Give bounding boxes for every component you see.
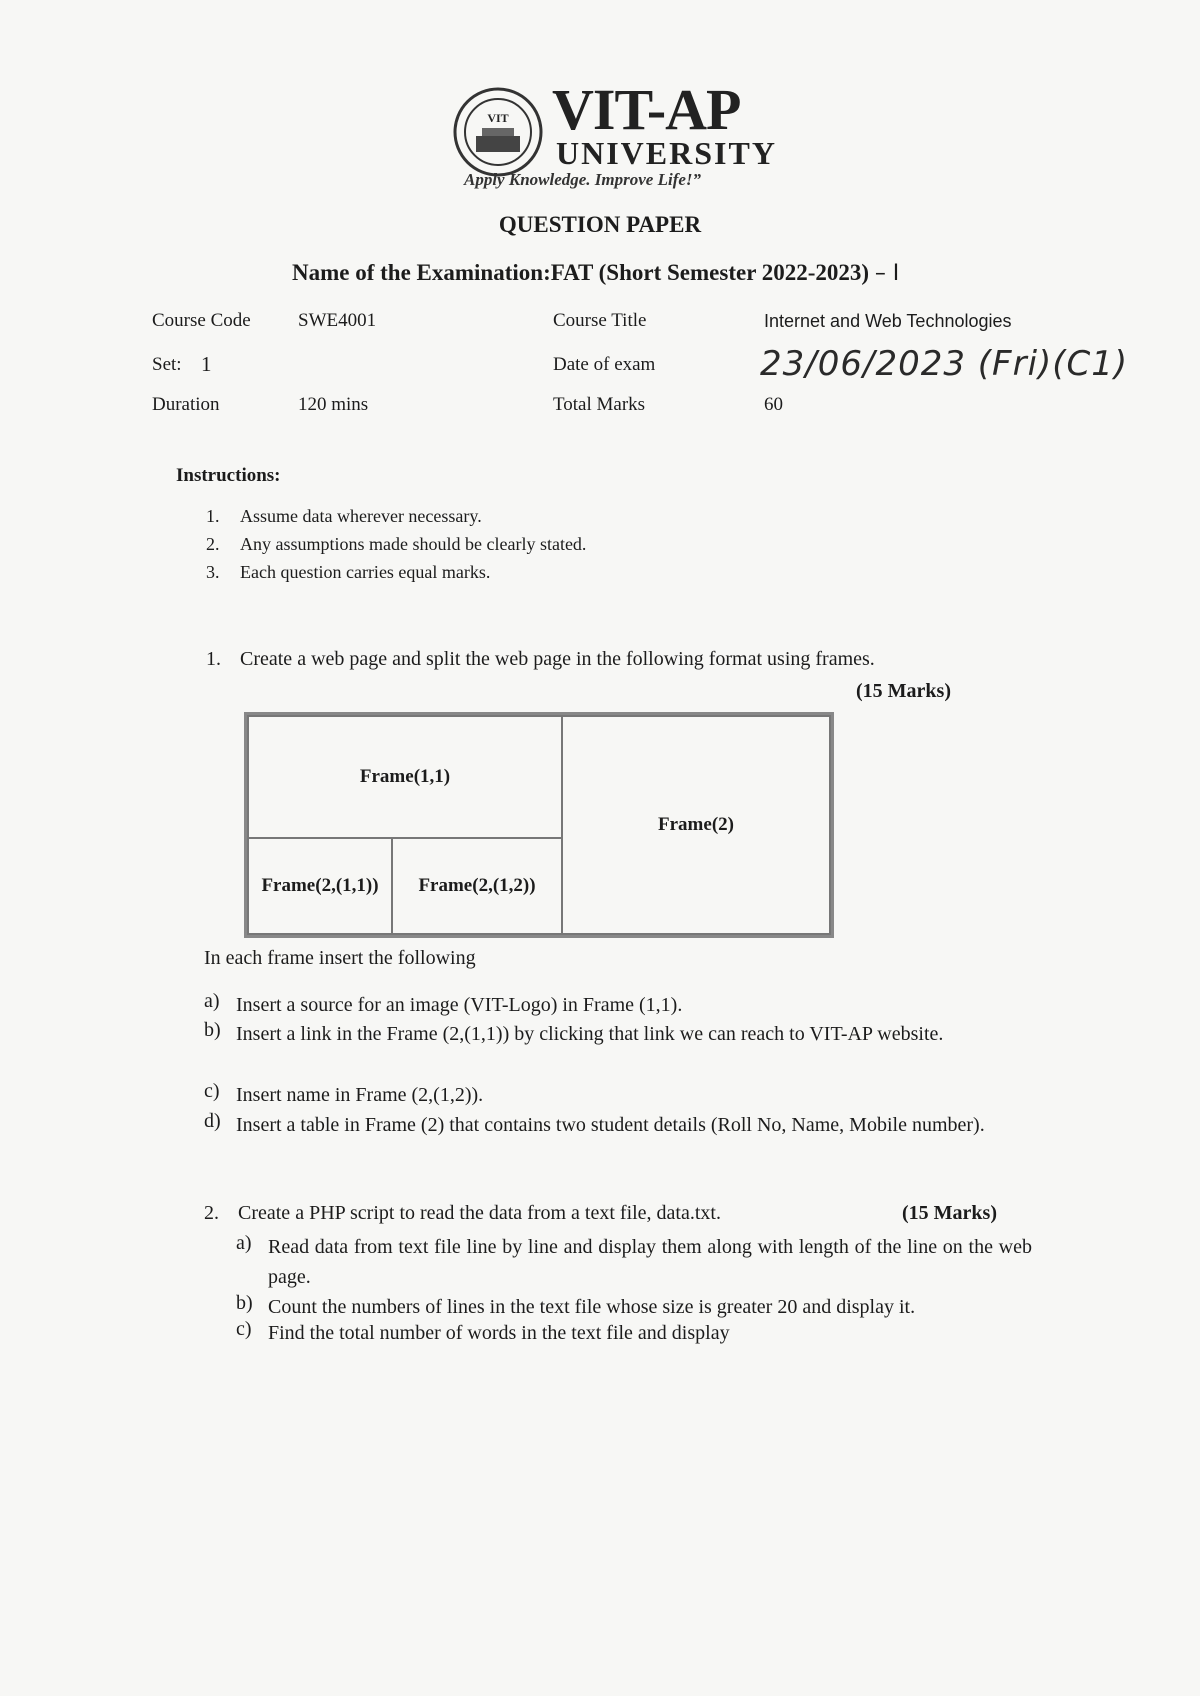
total-marks-label: Total Marks <box>553 394 646 415</box>
frame-2-1-2-label: Frame(2,(1,2)) <box>418 875 536 896</box>
instructions-title: Instructions: <box>176 465 281 486</box>
question-2-marks: (15 Marks) <box>902 1202 997 1224</box>
duration-value: 120 mins <box>298 394 369 415</box>
instruction-text: Each question carries equal marks. <box>240 562 491 582</box>
frames-diagram <box>244 712 834 938</box>
frame-2-label: Frame(2) <box>658 814 734 835</box>
question-text: Create a PHP script to read the data from a text file, data.txt. <box>238 1202 721 1224</box>
question-1-intro: In each frame insert the following <box>204 947 476 969</box>
course-code-label: Course Code <box>152 310 251 331</box>
subpart-item <box>204 990 1032 1020</box>
subpart-text: Count the numbers of lines in the text file whose size is greater 20 and display it. <box>268 1296 916 1318</box>
instruction-number: 1. <box>206 506 220 526</box>
frame-1-1-cell <box>247 715 563 839</box>
subpart-label: b) <box>204 1019 221 1041</box>
page-title: QUESTION PAPER <box>498 212 702 237</box>
exam-label: Name of the Examination:FAT (Short Semester 2022-2023) <box>292 260 870 285</box>
frame-1-1-label: Frame(1,1) <box>359 766 451 787</box>
subpart-label: a) <box>236 1232 252 1254</box>
frame-2-1-1-label: Frame(2,(1,1)) <box>261 875 379 896</box>
instruction-item <box>206 506 482 527</box>
total-marks-value: 60 <box>764 394 783 415</box>
instruction-number: 3. <box>206 562 220 582</box>
seal-text: VIT <box>487 111 509 125</box>
course-title-label: Course Title <box>553 310 647 331</box>
question-text: Create a web page and split the web page in the following format using frames. <box>240 648 875 670</box>
instruction-number: 2. <box>206 534 220 554</box>
brand-name: VIT-AP <box>552 77 741 142</box>
instruction-item <box>206 562 490 583</box>
frame-2-cell <box>561 715 831 935</box>
brand-tagline: Apply Knowledge. Improve Life!” <box>464 170 702 189</box>
exam-name <box>292 260 899 286</box>
subpart-label: a) <box>204 990 220 1012</box>
instruction-text: Assume data wherever necessary. <box>240 506 482 526</box>
subpart-label: d) <box>204 1110 221 1132</box>
subpart-label: c) <box>204 1080 220 1102</box>
question-1-marks: (15 Marks) <box>856 680 951 702</box>
subpart-item <box>204 1080 1032 1110</box>
subpart-item <box>236 1318 1032 1348</box>
subpart-item <box>204 1019 1032 1079</box>
subpart-text: Insert name in Frame (2,(1,2)). <box>236 1084 484 1106</box>
course-code-value: SWE4001 <box>298 310 377 331</box>
question-2 <box>204 1202 721 1225</box>
date-label: Date of exam <box>553 354 656 375</box>
subpart-label: b) <box>236 1292 253 1314</box>
exam-suffix: – I <box>874 261 900 286</box>
frame-2-1-2-cell <box>391 837 563 935</box>
subpart-item <box>236 1232 1032 1292</box>
question-1 <box>206 648 875 671</box>
university-logo <box>452 77 777 189</box>
subpart-text: Read data from text file line by line and display them along with length of the line on the web page. <box>268 1236 1032 1288</box>
subpart-text: Insert a source for an image (VIT-Logo) in Frame (1,1). <box>236 994 683 1016</box>
date-value: 23/06/2023 (Fri)(C1) <box>760 344 1129 384</box>
set-value: 1 <box>201 352 212 376</box>
instruction-item <box>206 534 586 555</box>
course-title-value: Internet and Web Technologies <box>764 311 1012 331</box>
duration-label: Duration <box>152 394 220 415</box>
frame-2-1-1-cell <box>247 837 393 935</box>
brand-university: UNIVERSITY <box>556 135 777 171</box>
subpart-item <box>204 1110 1032 1170</box>
subpart-text: Find the total number of words in the text file and display <box>268 1322 730 1344</box>
question-number: 2. <box>204 1202 219 1224</box>
subpart-label: c) <box>236 1318 252 1340</box>
instruction-text: Any assumptions made should be clearly stated. <box>240 534 587 554</box>
university-seal-icon <box>452 86 544 178</box>
question-number: 1. <box>206 648 221 670</box>
set-label: Set: <box>152 354 182 375</box>
subpart-text: Insert a table in Frame (2) that contains two student details (Roll No, Name, Mobile number). <box>236 1114 985 1136</box>
subpart-text: Insert a link in the Frame (2,(1,1)) by clicking that link we can reach to VIT-AP website. <box>236 1023 944 1045</box>
